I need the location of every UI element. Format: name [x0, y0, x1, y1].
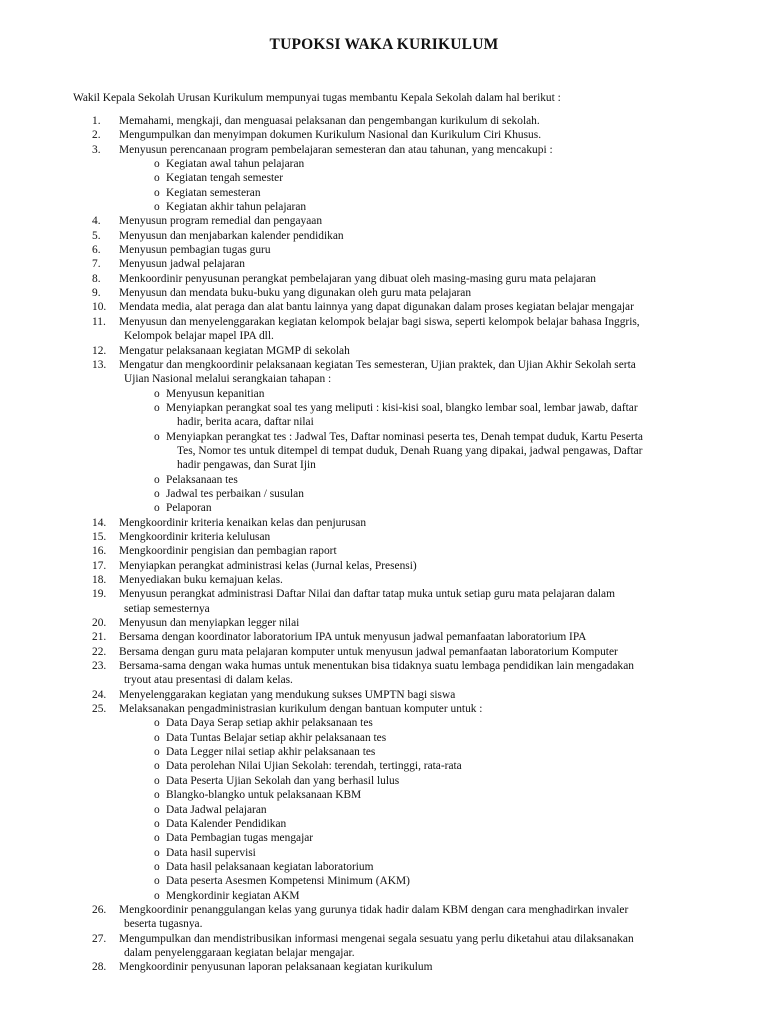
sub-item-text: Data hasil pelaksanaan kegiatan laboratorium	[166, 860, 374, 873]
sub-list-item	[0, 745, 768, 759]
sub-list-item	[0, 401, 768, 415]
sub-item-text: Data Legger nilai setiap akhir pelaksanaan tes	[166, 746, 376, 759]
item-text: Menyusun jadwal pelajaran	[119, 258, 245, 271]
list-item	[0, 229, 768, 243]
item-text-continuation: beserta tugasnya.	[124, 918, 203, 931]
list-item	[0, 702, 768, 716]
item-text-continuation: tryout atau presentasi di dalam kelas.	[124, 674, 293, 687]
item-text: Mengumpulkan dan menyimpan dokumen Kurikulum Nasional dan Kurikulum Ciri Khusus.	[119, 129, 542, 142]
item-number: 2.	[92, 129, 101, 142]
item-text-continuation: setiap semesternya	[124, 602, 210, 615]
item-number: 25.	[92, 703, 107, 716]
item-text: Menyediakan buku kemajuan kelas.	[119, 574, 283, 586]
bullet-icon: o	[154, 186, 160, 199]
item-number: 20.	[92, 617, 107, 630]
list-item	[0, 358, 768, 372]
sub-item-text: Menyusun kepanitian	[166, 387, 265, 400]
bullet-icon: o	[154, 387, 160, 400]
item-text: Melaksanakan pengadministrasian kurikulum dengan bantuan komputer untuk :	[119, 703, 483, 716]
sub-item-text: Data hasil supervisi	[166, 846, 256, 859]
item-number: 19.	[92, 588, 107, 601]
list-item	[0, 344, 768, 358]
sub-list-item	[0, 831, 768, 845]
sub-item-text-continuation: hadir, berita acara, daftar nilai	[177, 416, 314, 429]
intro-paragraph: Wakil Kepala Sekolah Urusan Kurikulum mempunyai tugas membantu Kepala Sekolah dalam hal berikut :	[73, 92, 561, 104]
bullet-icon: o	[154, 817, 160, 830]
sub-item-text: Kegiatan tengah semester	[166, 172, 284, 185]
list-item	[0, 573, 768, 587]
list-item	[0, 286, 768, 300]
document-title: TUPOKSI WAKA KURIKULUM	[269, 36, 499, 53]
list-item	[0, 143, 768, 157]
sub-item-text: Data Daya Serap setiap akhir pelaksanaan tes	[166, 717, 373, 730]
item-number: 6.	[92, 244, 101, 257]
item-text: Mengkoordinir kriteria kenaikan kelas dan penjurusan	[119, 516, 367, 529]
sub-item-text: Mengkordinir kegiatan AKM	[166, 889, 300, 902]
list-item	[0, 960, 768, 974]
item-text: Mendata media, alat peraga dan alat bantu lainnya yang dapat digunakan dalam proses kegiatan belajar mengajar	[119, 301, 634, 314]
item-text: Mengkoordinir kriteria kelulusan	[119, 530, 271, 543]
list-item	[0, 688, 768, 702]
sub-item-text: Pelaporan	[166, 502, 212, 515]
sub-item-text: Data peserta Asesmen Kompetensi Minimum (AKM)	[166, 875, 410, 888]
bullet-icon: o	[154, 774, 160, 787]
item-number: 4.	[92, 215, 101, 228]
sub-list-item	[0, 759, 768, 773]
list-item	[0, 243, 768, 257]
list-item	[0, 257, 768, 271]
item-number: 9.	[92, 287, 101, 300]
item-number: 24.	[92, 688, 107, 701]
list-item	[0, 315, 768, 329]
bullet-icon: o	[154, 502, 160, 515]
list-item	[0, 530, 768, 544]
list-item	[0, 932, 768, 946]
item-text: Menyusun dan mendata buku-buku yang digunakan oleh guru mata pelajaran	[119, 287, 472, 300]
item-text: Bersama dengan koordinator laboratorium IPA untuk menyusun jadwal pemanfaatan laboratorium IPA	[119, 631, 587, 644]
item-text-continuation: Kelompok belajar mapel IPA dll.	[124, 330, 274, 343]
bullet-icon: o	[154, 172, 160, 185]
item-number: 16.	[92, 545, 107, 558]
bullet-icon: o	[154, 401, 160, 414]
item-text: Menyusun perangkat administrasi Daftar Nilai dan daftar tatap muka untuk setiap guru mata pelajaran dalam	[119, 588, 615, 601]
item-text: Bersama-sama dengan waka humas untuk menentukan bisa tidaknya suatu lembaga pendidikan lain mengadakan	[119, 660, 634, 673]
task-list	[0, 114, 768, 975]
item-text: Menkoordinir penyusunan perangkat pembelajaran yang dibuat oleh masing-masing guru mata pelajaran	[119, 272, 596, 285]
sub-item-text: Kegiatan awal tahun pelajaran	[166, 158, 305, 171]
item-text: Menyusun dan menyelenggarakan kegiatan kelompok belajar bagi siswa, seperti kelompok belajar bahasa Inggris,	[119, 315, 640, 328]
sub-list-item	[0, 846, 768, 860]
bullet-icon: o	[154, 760, 160, 773]
item-text: Mengumpulkan dan mendistribusikan informasi mengenai segala sesuatu yang perlu diketahui atau dilaksanakan	[119, 932, 634, 945]
item-text: Mengatur dan mengkoordinir pelaksanaan kegiatan Tes semesteran, Ujian praktek, dan Ujian Akhir Sekolah serta	[119, 358, 636, 371]
list-item	[0, 214, 768, 228]
item-number: 18.	[92, 574, 107, 586]
list-item	[0, 272, 768, 286]
item-number: 21.	[92, 631, 107, 644]
item-number: 15.	[92, 530, 107, 543]
list-item	[0, 645, 768, 659]
sub-list-item	[0, 716, 768, 730]
list-item	[0, 516, 768, 530]
item-number: 13.	[92, 358, 107, 371]
sub-list-item	[0, 186, 768, 200]
item-number: 12.	[92, 344, 107, 357]
list-item	[0, 616, 768, 630]
item-number: 26.	[92, 903, 107, 916]
sub-item-text: Blangko-blangko untuk pelaksanaan KBM	[166, 789, 362, 802]
item-number: 10.	[92, 301, 107, 314]
sub-item-text-continuation: Tes, Nomor tes untuk ditempel di tempat duduk, Denah Ruang yang dipakai, jadwal pengawas, Daftar	[177, 444, 643, 457]
sub-item-text: Menyiapkan perangkat tes : Jadwal Tes, Daftar nominasi peserta tes, Denah tempat duduk, Kartu Peserta	[166, 430, 643, 443]
item-text: Mengkoordinir penanggulangan kelas yang gurunya tidak hadir dalam KBM dengan cara menghadirkan invaler	[119, 903, 629, 916]
bullet-icon: o	[154, 717, 160, 730]
bullet-icon: o	[154, 430, 160, 443]
item-number: 11.	[92, 315, 106, 328]
item-number: 3.	[92, 143, 101, 156]
sub-list-item	[0, 430, 768, 444]
list-item	[0, 903, 768, 917]
item-text-continuation: dalam penyelenggaraan kegiatan belajar mengajar.	[124, 946, 355, 959]
bullet-icon: o	[154, 875, 160, 888]
sub-item-text: Data Kalender Pendidikan	[166, 817, 287, 830]
sub-item-text: Jadwal tes perbaikan / susulan	[166, 487, 304, 500]
list-item	[0, 300, 768, 314]
item-text: Mengkoordinir pengisian dan pembagian raport	[119, 545, 337, 558]
bullet-icon: o	[154, 860, 160, 873]
sub-list-item	[0, 171, 768, 185]
sub-item-text: Pelaksanaan tes	[166, 473, 238, 486]
item-text: Menyusun dan menyiapkan legger nilai	[119, 617, 300, 630]
sub-list-item	[0, 501, 768, 515]
bullet-icon: o	[154, 158, 160, 171]
list-item	[0, 587, 768, 601]
sub-list-item	[0, 889, 768, 903]
list-item	[0, 544, 768, 558]
sub-list-item	[0, 200, 768, 214]
item-text-continuation: Ujian Nasional melalui serangkaian tahapan :	[124, 373, 332, 386]
item-text: Menyusun program remedial dan pengayaan	[119, 215, 323, 228]
item-text: Bersama dengan guru mata pelajaran komputer untuk menyusun jadwal pemanfaatan laboratorium Komputer	[119, 645, 618, 658]
sub-list-item	[0, 860, 768, 874]
item-number: 14.	[92, 516, 107, 529]
sub-list-item	[0, 157, 768, 171]
list-item	[0, 559, 768, 573]
item-text: Menyelenggarakan kegiatan yang mendukung sukses UMPTN bagi siswa	[119, 688, 456, 701]
sub-list-item	[0, 387, 768, 401]
sub-item-text: Data Jadwal pelajaran	[166, 803, 267, 816]
sub-item-text: Kegiatan semesteran	[166, 186, 261, 199]
item-number: 8.	[92, 272, 101, 285]
sub-list-item	[0, 874, 768, 888]
item-text: Mengatur pelaksanaan kegiatan MGMP di sekolah	[119, 344, 350, 357]
sub-list-item	[0, 788, 768, 802]
bullet-icon: o	[154, 789, 160, 802]
bullet-icon: o	[154, 746, 160, 759]
item-text: Menyusun pembagian tugas guru	[119, 244, 271, 257]
bullet-icon: o	[154, 832, 160, 845]
item-text: Memahami, mengkaji, dan menguasai pelaksanan dan pengembangan kurikulum di sekolah.	[119, 115, 540, 127]
sub-list-item	[0, 731, 768, 745]
item-number: 28.	[92, 961, 107, 974]
bullet-icon: o	[154, 846, 160, 859]
item-number: 1.	[92, 115, 101, 127]
sub-list-item	[0, 487, 768, 501]
bullet-icon: o	[154, 487, 160, 500]
sub-item-text-continuation: hadir pengawas, dan Surat Ijin	[177, 459, 316, 472]
sub-item-text: Data Tuntas Belajar setiap akhir pelaksanaan tes	[166, 731, 387, 744]
bullet-icon: o	[154, 201, 160, 214]
item-number: 5.	[92, 229, 101, 242]
sub-list-item	[0, 774, 768, 788]
sub-item-text: Menyiapkan perangkat soal tes yang meliputi : kisi-kisi soal, blangko lembar soal, lembar jawab, daftar	[166, 401, 638, 414]
item-number: 27.	[92, 932, 107, 945]
list-item	[0, 114, 768, 128]
item-text: Menyusun dan menjabarkan kalender pendidikan	[119, 229, 344, 242]
item-text: Menyiapkan perangkat administrasi kelas (Jurnal kelas, Presensi)	[119, 559, 417, 572]
list-item	[0, 630, 768, 644]
sub-item-text: Data Peserta Ujian Sekolah dan yang berhasil lulus	[166, 774, 400, 787]
sub-item-text: Data perolehan Nilai Ujian Sekolah: terendah, tertinggi, rata-rata	[166, 760, 462, 773]
bullet-icon: o	[154, 803, 160, 816]
item-number: 7.	[92, 258, 101, 271]
list-item	[0, 659, 768, 673]
sub-list-item	[0, 473, 768, 487]
sub-item-text: Kegiatan akhir tahun pelajaran	[166, 201, 307, 214]
item-text: Menyusun perencanaan program pembelajaran semesteran dan atau tahunan, yang mencakupi :	[119, 143, 553, 156]
bullet-icon: o	[154, 889, 160, 902]
item-number: 23.	[92, 660, 107, 673]
sub-list-item	[0, 817, 768, 831]
item-number: 22.	[92, 645, 107, 658]
list-item	[0, 128, 768, 142]
bullet-icon: o	[154, 473, 160, 486]
sub-list-item	[0, 803, 768, 817]
sub-item-text: Data Pembagian tugas mengajar	[166, 832, 314, 845]
bullet-icon: o	[154, 731, 160, 744]
item-text: Mengkoordinir penyusunan laporan pelaksanaan kegiatan kurikulum	[119, 961, 433, 974]
item-number: 17.	[92, 559, 107, 572]
